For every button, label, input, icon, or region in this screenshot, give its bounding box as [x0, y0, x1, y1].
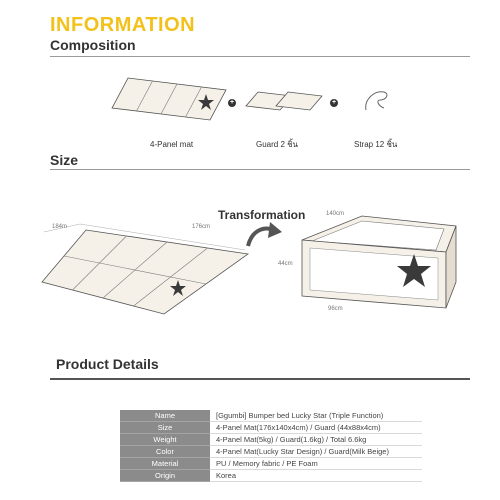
- composition-label-mat: 4-Panel mat: [150, 140, 194, 149]
- info-title: INFORMATION: [50, 14, 196, 36]
- box-top-dim: 140cm: [326, 211, 345, 217]
- table-row: [120, 410, 422, 422]
- box-bottom-dim: 96cm: [328, 306, 343, 312]
- detail-key: Weight: [120, 434, 210, 446]
- strap-illustration: [360, 86, 400, 116]
- composition-divider: [50, 56, 470, 57]
- product-details-divider: [50, 378, 470, 380]
- mat-width-dim: 184m: [52, 224, 68, 230]
- curved-arrow-icon: [244, 220, 284, 250]
- composition-title: Composition: [50, 37, 136, 53]
- guard-illustration: [244, 88, 324, 116]
- detail-value: 4-Panel Mat(5kg) / Guard(1.6kg) / Total 6.6kg: [210, 434, 422, 446]
- product-details-table: [120, 410, 422, 482]
- plus-icon: +: [331, 99, 337, 106]
- detail-key: Material: [120, 458, 210, 470]
- detail-key: Color: [120, 446, 210, 458]
- size-title: Size: [50, 152, 79, 168]
- table-row: [120, 446, 422, 458]
- plus-icon: +: [229, 99, 235, 106]
- composition-label-strap: Strap 12 ชิ้น: [354, 140, 398, 149]
- detail-value: 4-Panel Mat(176x140x4cm) / Guard (44x88x4cm): [210, 422, 422, 434]
- table-row: [120, 458, 422, 470]
- detail-value: [Ggumbi] Bumper bed Lucky Star (Triple Function): [210, 410, 422, 422]
- product-details-title: Product Details: [56, 356, 159, 372]
- composition-label-guard: Guard 2 ชิ้น: [256, 140, 299, 149]
- bumper-box-diagram: [296, 212, 466, 317]
- transformation-label: Transformation: [218, 208, 306, 222]
- box-height-dim: 44cm: [278, 261, 293, 267]
- detail-value: Korea: [210, 470, 422, 482]
- table-row: [120, 470, 422, 482]
- mat-length-dim: 176cm: [192, 224, 211, 230]
- detail-key: Origin: [120, 470, 210, 482]
- table-row: [120, 434, 422, 446]
- detail-key: Name: [120, 410, 210, 422]
- table-row: [120, 422, 422, 434]
- four-panel-mat-illustration: [110, 74, 230, 124]
- mat-size-diagram: [40, 212, 250, 322]
- detail-value: 4-Panel Mat(Lucky Star Design) / Guard(Milk Beige): [210, 446, 422, 458]
- size-divider: [50, 169, 470, 170]
- detail-value: PU / Memory fabric / PE Foam: [210, 458, 422, 470]
- detail-key: Size: [120, 422, 210, 434]
